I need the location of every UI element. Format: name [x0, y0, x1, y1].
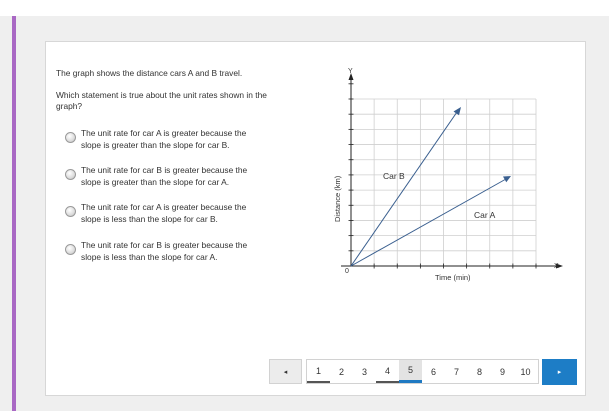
page-button-3[interactable]: 3: [361, 366, 367, 377]
question-text-line1: Which statement is true about the unit rates shown in the: [56, 90, 267, 100]
answer-choice-text: The unit rate for car B is greater because the slope is less than the slope for car A.: [81, 240, 248, 262]
radio-button[interactable]: [65, 132, 76, 143]
answer-choice-text: The unit rate for car A is greater because the slope is less than the slope for car B.: [81, 202, 247, 224]
distance-time-graph: [330, 61, 570, 286]
page-button-8[interactable]: 8: [476, 366, 482, 377]
car-a-arrow: [503, 176, 511, 182]
page-button-10[interactable]: 10: [520, 366, 531, 377]
accent-bar: [12, 16, 16, 411]
grid: [351, 99, 536, 266]
previous-button[interactable]: ◂: [269, 359, 302, 384]
top-strip: [0, 0, 609, 16]
answer-choice-3[interactable]: [65, 201, 295, 231]
answer-choice-4[interactable]: [65, 239, 295, 269]
car-b-label: Car B: [383, 171, 405, 181]
question-text-line2: graph?: [56, 101, 83, 111]
page-button-4[interactable]: 4: [376, 360, 399, 383]
answer-choice-1[interactable]: [65, 127, 295, 157]
answer-choice-text: The unit rate for car A is greater because the slope is greater than the slope for car B.: [81, 128, 247, 150]
radio-button[interactable]: [65, 206, 76, 217]
answer-choice-2[interactable]: [65, 164, 295, 194]
page-button-6[interactable]: 6: [430, 366, 436, 377]
page-button-5[interactable]: 5: [399, 360, 422, 383]
x-axis-label: Time (min): [435, 273, 471, 282]
radio-button[interactable]: [65, 244, 76, 255]
answer-choice-text: The unit rate for car B is greater because the slope is greater than the slope for car A.: [81, 165, 248, 187]
page-button-7[interactable]: 7: [453, 366, 459, 377]
page-number-group: [306, 359, 539, 384]
axis-ticks: [349, 84, 537, 269]
page-button-9[interactable]: 9: [499, 366, 505, 377]
radio-button[interactable]: [65, 169, 76, 180]
x-axis-letter: X: [554, 263, 559, 270]
y-axis-label: Distance (km): [333, 175, 342, 222]
next-button[interactable]: ▸: [542, 359, 577, 385]
car-a-label: Car A: [474, 210, 496, 220]
page-button-1[interactable]: 1: [307, 360, 330, 383]
car-b-line: [351, 112, 457, 266]
question-intro: The graph shows the distance cars A and B travel.: [56, 68, 243, 78]
y-axis-letter: Y: [348, 68, 353, 75]
origin-label: 0: [345, 268, 349, 275]
page-button-2[interactable]: 2: [338, 366, 344, 377]
